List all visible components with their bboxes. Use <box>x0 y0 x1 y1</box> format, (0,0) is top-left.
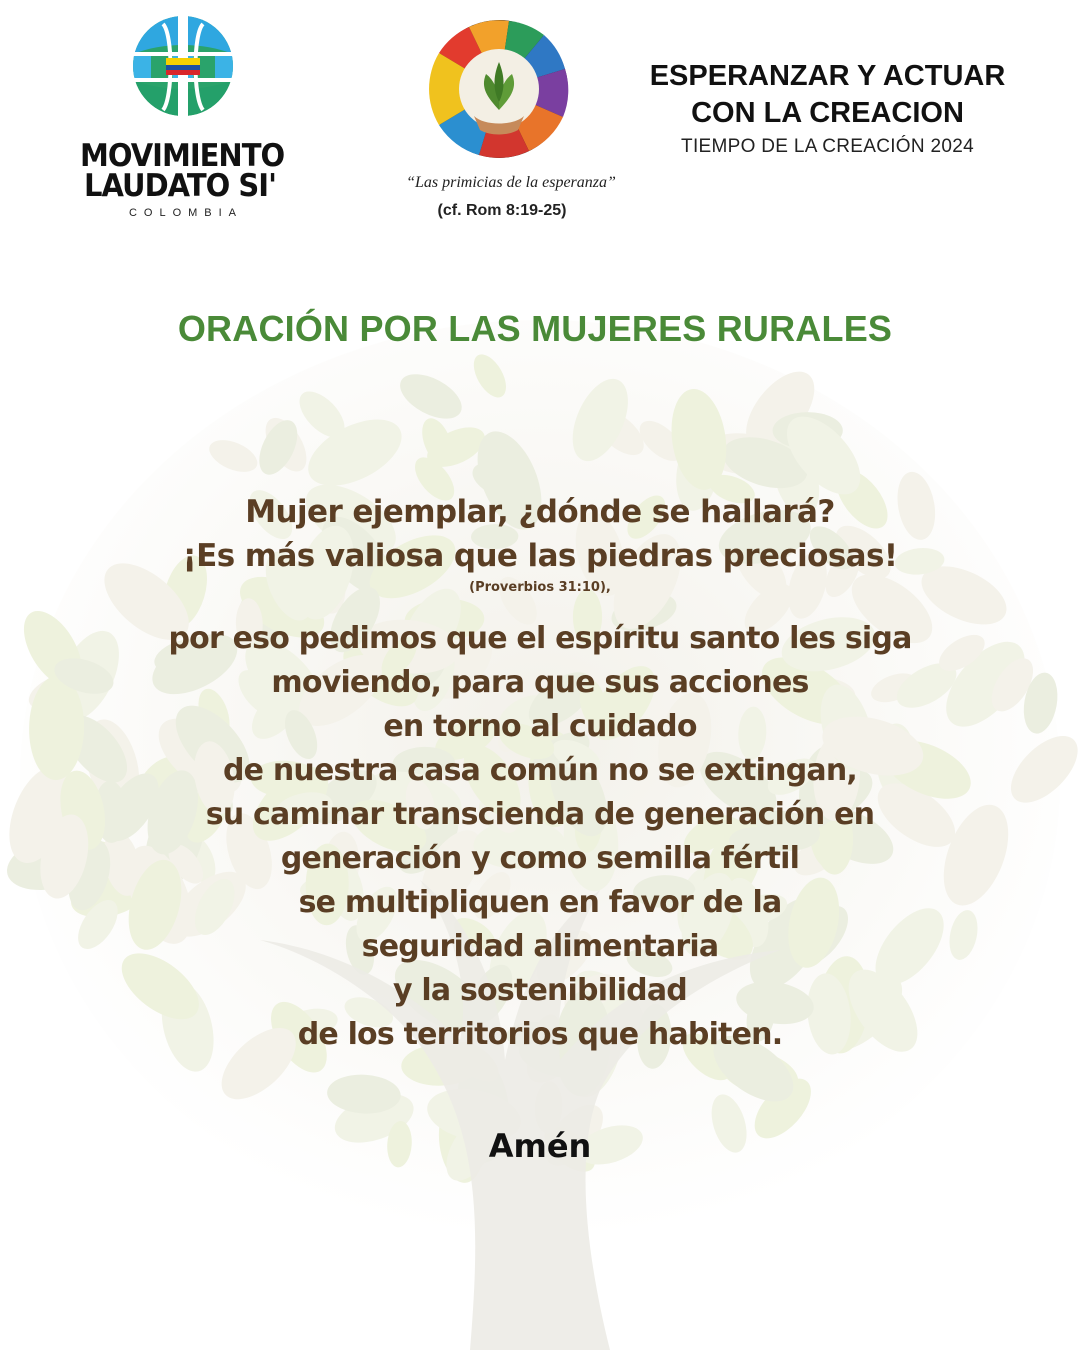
prayer-line: su caminar transcienda de generación en <box>205 797 875 832</box>
prayer-line: moviendo, para que sus acciones <box>271 665 809 700</box>
hands-sprout-emblem-icon <box>428 18 570 160</box>
campaign-subtitle: TIEMPO DE LA CREACIÓN 2024 <box>681 136 974 157</box>
prayer-body <box>40 617 1040 1057</box>
prayer-line: de nuestra casa común no se extingan, <box>222 753 857 788</box>
emblem-citation: (cf. Rom 8:19-25) <box>437 202 567 219</box>
verse-reference: (Proverbios 31:10), <box>469 580 611 595</box>
intro-line: ¡Es más valiosa que las piedras preciosas! <box>182 538 898 574</box>
logo-title-line2: LAUDATO SI' <box>84 166 276 204</box>
prayer-title: ORACIÓN POR LAS MUJERES RURALES <box>177 308 893 349</box>
intro-line: Mujer ejemplar, ¿dónde se hallará? <box>245 494 835 530</box>
laudato-si-logo <box>80 10 285 220</box>
prayer-closing-amen: Amén <box>488 1127 592 1165</box>
campaign-title-line1: ESPERANZAR Y ACTUAR <box>649 60 1006 92</box>
prayer-line: seguridad alimentaria <box>361 929 719 964</box>
prayer-line: por eso pedimos que el espíritu santo les siga <box>168 621 912 656</box>
season-of-creation-emblem <box>376 14 646 224</box>
globe-cross-icon <box>133 14 233 118</box>
emblem-motto: “Las primicias de la esperanza” <box>406 174 616 191</box>
campaign-title-line2: CON LA CREACION <box>691 97 964 129</box>
prayer-line: en torno al cuidado <box>383 709 697 744</box>
prayer-intro <box>40 490 1040 578</box>
logo-country: COLOMBIA <box>128 207 244 219</box>
logo-title-line1: MOVIMIENTO <box>80 136 285 174</box>
prayer-line: se multipliquen en favor de la <box>298 885 782 920</box>
campaign-header <box>645 58 1010 158</box>
campaign-title <box>645 58 1010 132</box>
prayer-line: de los territorios que habiten. <box>297 1017 783 1052</box>
prayer-line: y la sostenibilidad <box>393 973 687 1008</box>
prayer-line: generación y como semilla fértil <box>280 841 800 876</box>
